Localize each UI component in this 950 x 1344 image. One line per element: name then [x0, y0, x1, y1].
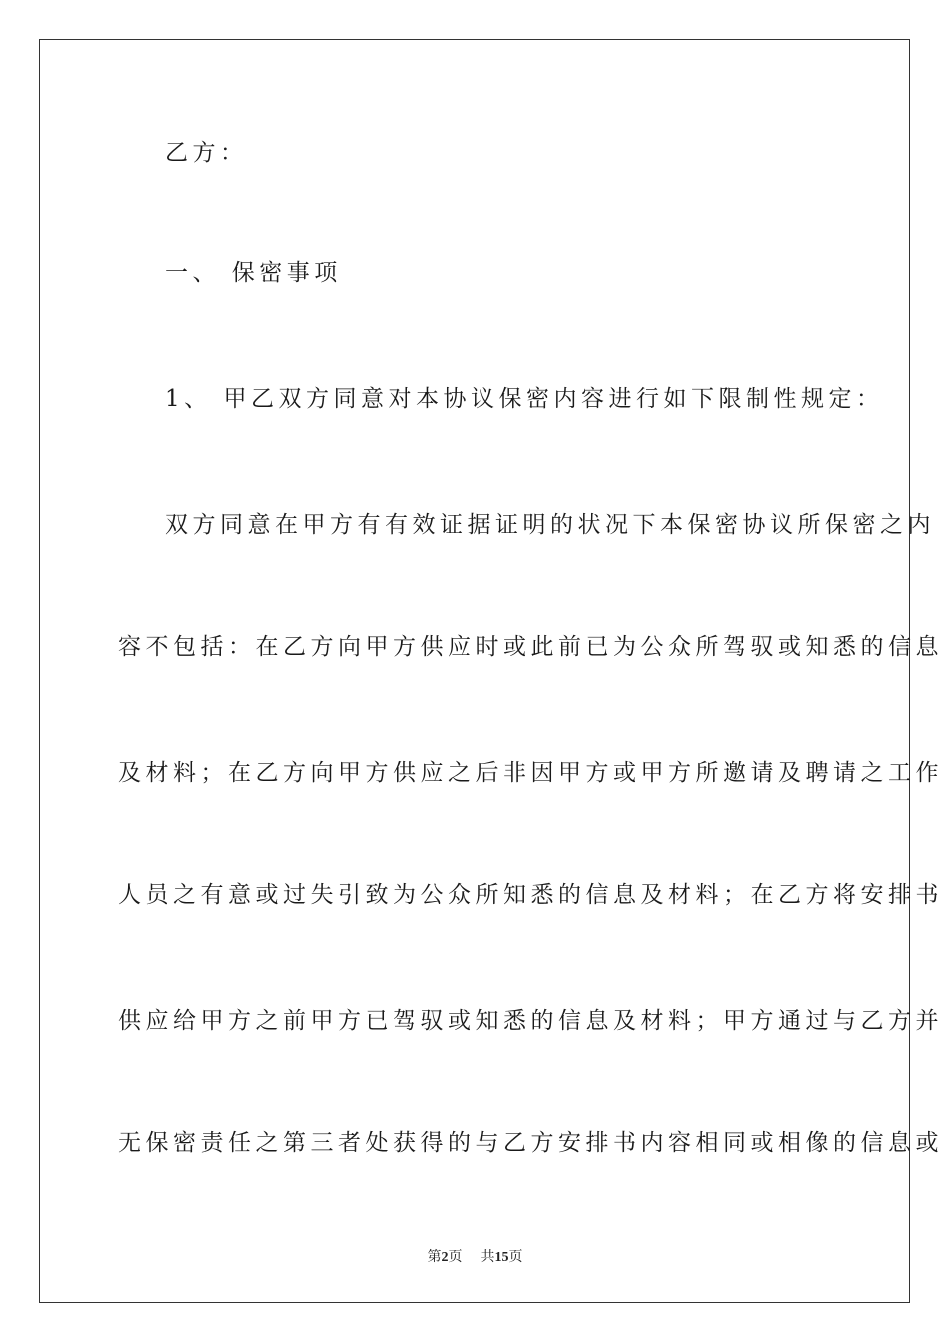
total-prefix: 共 — [480, 1250, 495, 1265]
party-b-label: 乙方： — [165, 140, 248, 166]
paragraph-line: 无保密责任之第三者处获得的与乙方安排书内容相同或相像的信息或 — [118, 1130, 943, 1156]
paragraph-line: 及材料；在乙方向甲方供应之后非因甲方或甲方所邀请及聘请之工作 — [118, 760, 943, 786]
paragraph-line: 人员之有意或过失引致为公众所知悉的信息及材料；在乙方将安排书 — [118, 882, 943, 908]
total-pages: 15 — [494, 1250, 509, 1265]
total-suffix: 页 — [508, 1250, 523, 1265]
section-heading: 一、 保密事项 — [165, 260, 342, 286]
paragraph-line: 容不包括：在乙方向甲方供应时或此前已为公众所驾驭或知悉的信息 — [118, 634, 943, 660]
page-number: 2 — [441, 1250, 449, 1265]
page-frame — [39, 39, 910, 1303]
paragraph-line: 供应给甲方之前甲方已驾驭或知悉的信息及材料；甲方通过与乙方并 — [118, 1008, 943, 1034]
clause-1: 1、 甲乙双方同意对本协议保密内容进行如下限制性规定： — [165, 386, 884, 412]
page-prefix: 第 — [427, 1250, 442, 1265]
page-suffix: 页 — [448, 1250, 463, 1265]
paragraph-line: 双方同意在甲方有有效证据证明的状况下本保密协议所保密之内 — [165, 512, 935, 538]
page-footer — [0, 1246, 950, 1266]
